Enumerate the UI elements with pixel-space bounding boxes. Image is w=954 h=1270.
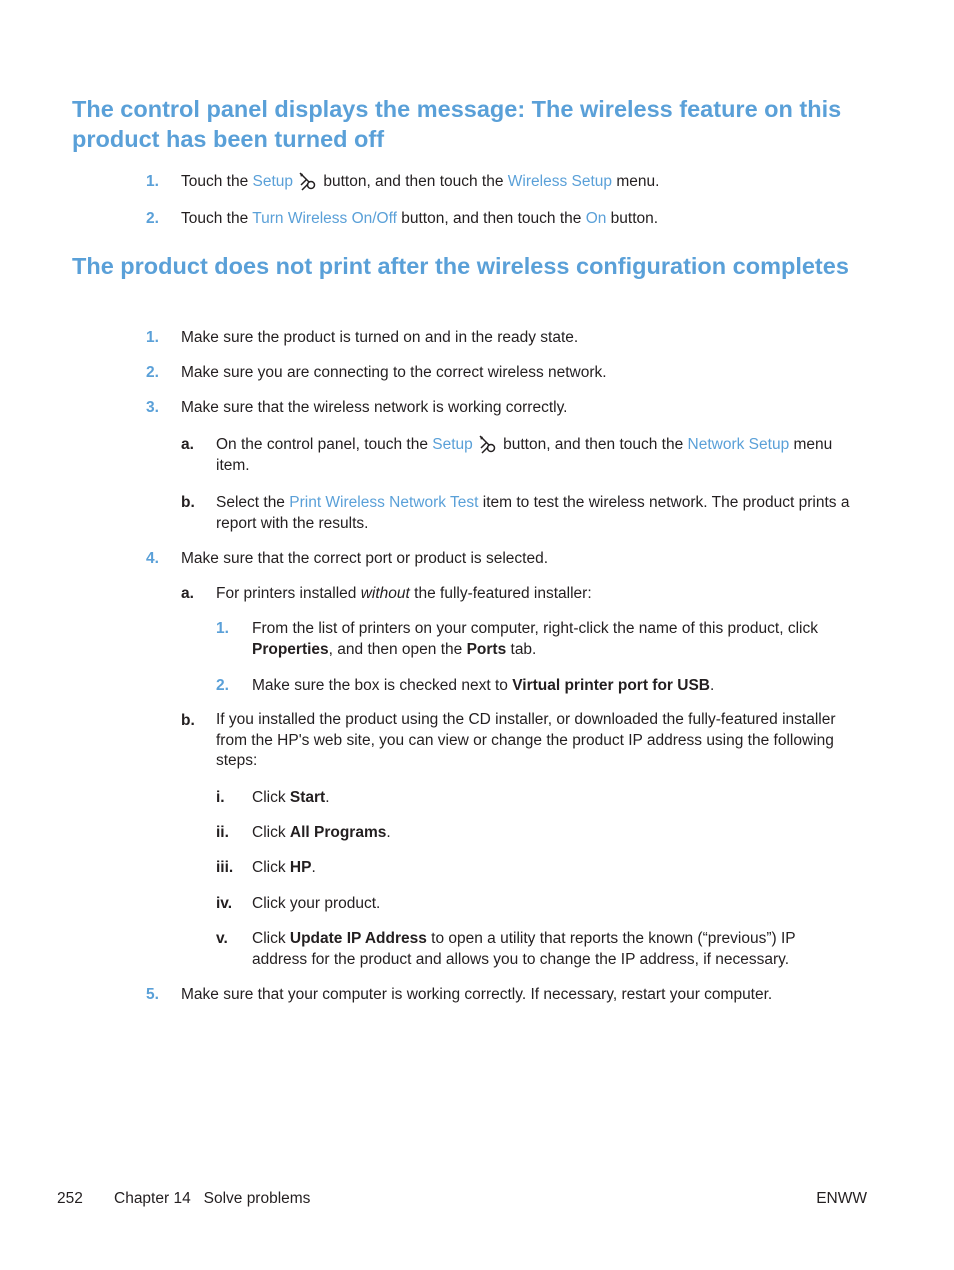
step-text: Touch the Setup button, and then touch the Wireless Setup menu. [181, 173, 660, 190]
step-number: 2. [146, 364, 159, 381]
step-text: Make sure the product is turned on and in the ready state. [181, 329, 579, 346]
step-number: 1. [216, 620, 229, 637]
chapter-label: Chapter 14 Solve problems [114, 1190, 311, 1207]
step-number: 1. [146, 329, 159, 346]
on-link[interactable]: On [585, 210, 607, 227]
section-title: The control panel displays the message: The wireless feature on this product has been turned off [72, 96, 842, 152]
network-setup-link[interactable]: Network Setup [687, 436, 790, 453]
setup-wrench-icon [477, 434, 497, 454]
roman-numeral: ii. [216, 824, 229, 841]
substep-text: On the control panel, touch the Setup button, and then touch the Network Setup menu item. [216, 436, 833, 474]
step-text: Click your product. [252, 895, 381, 912]
wireless-setup-link[interactable]: Wireless Setup [507, 173, 613, 190]
step-text: Touch the Turn Wireless On/Off button, and then touch the On button. [181, 210, 659, 227]
step-number: 2. [146, 210, 159, 227]
step-text: Make sure that your computer is working correctly. If necessary, restart your computer. [181, 986, 773, 1003]
substep-text: If you installed the product using the CD installer, or downloaded the fully-featured installer from the HP's web site, you can view or change the product IP address using the following steps: [216, 711, 836, 769]
print-wireless-network-test-link[interactable]: Print Wireless Network Test [289, 494, 479, 511]
step-text: Make sure the box is checked next to Virtual printer port for USB. [252, 677, 715, 694]
step-number: 4. [146, 550, 159, 567]
substep-letter: a. [181, 585, 194, 602]
substep-letter: b. [181, 712, 195, 729]
step-text: Click HP. [252, 859, 316, 876]
roman-numeral: iii. [216, 859, 234, 876]
step-text: Make sure that the wireless network is working correctly. [181, 399, 568, 416]
roman-numeral: iv. [216, 895, 233, 912]
step-number: 2. [216, 677, 229, 694]
setup-link[interactable]: Setup [252, 173, 294, 190]
substep-text: Select the Print Wireless Network Test item to test the wireless network. The product prints a report with the results. [216, 494, 850, 532]
substep-letter: b. [181, 494, 195, 511]
step-number: 5. [146, 986, 159, 1003]
step-text: Make sure you are connecting to the correct wireless network. [181, 364, 607, 381]
section-title: The product does not print after the wireless configuration completes [72, 253, 849, 279]
step-text: Click Update IP Address to open a utility that reports the known (“previous”) IP address for the product and allows you to change the IP address, if necessary. [252, 930, 796, 968]
turn-wireless-onoff-link[interactable]: Turn Wireless On/Off [252, 210, 397, 227]
substep-text: For printers installed without the fully-featured installer: [216, 585, 592, 602]
roman-numeral: v. [216, 930, 228, 947]
setup-wrench-icon [297, 171, 317, 191]
step-number: 1. [146, 173, 159, 190]
step-text: Click All Programs. [252, 824, 391, 841]
step-text: Make sure that the correct port or product is selected. [181, 550, 549, 567]
step-text: Click Start. [252, 789, 330, 806]
step-number: 3. [146, 399, 159, 416]
substep-letter: a. [181, 436, 194, 453]
step-text: From the list of printers on your computer, right-click the name of this product, click Properties, and then open the Ports tab. [252, 620, 818, 658]
setup-link[interactable]: Setup [432, 436, 473, 453]
locale-code: ENWW [816, 1190, 867, 1207]
page-number: 252 [57, 1190, 83, 1207]
roman-numeral: i. [216, 789, 225, 806]
